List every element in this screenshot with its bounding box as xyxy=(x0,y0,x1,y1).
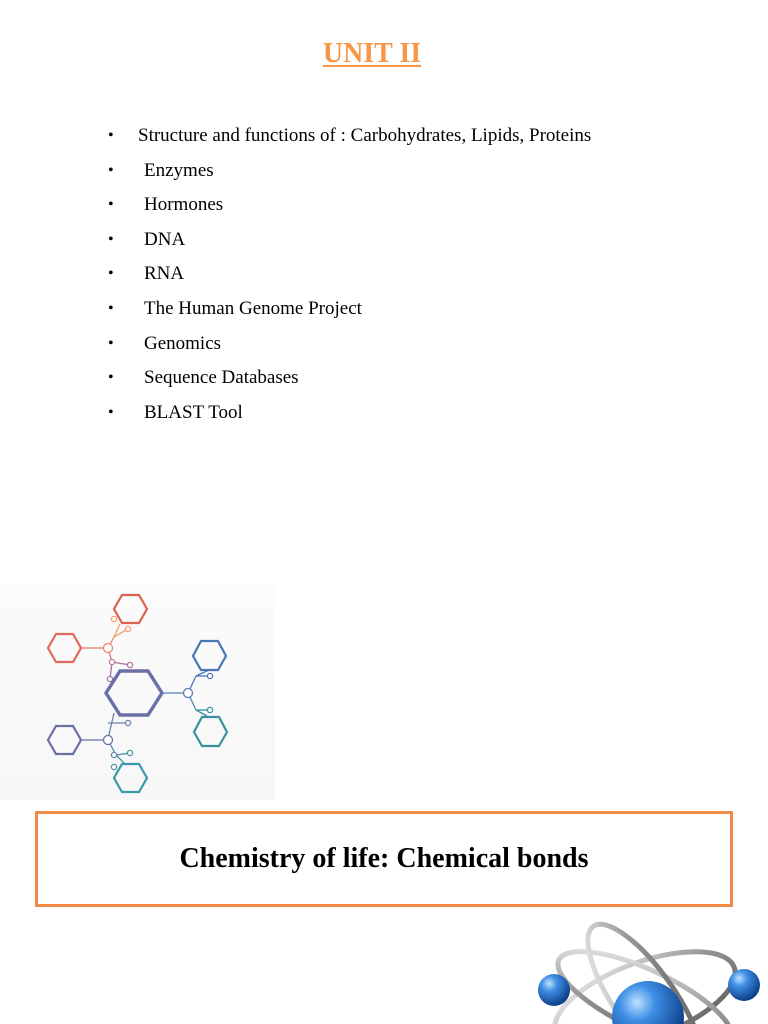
list-item xyxy=(104,292,591,327)
banner-title: Chemistry of life: Chemical bonds xyxy=(179,843,589,874)
list-item-label: Genomics xyxy=(144,332,222,354)
atom-icon xyxy=(520,905,768,1024)
list-item xyxy=(104,327,591,362)
bullet-icon: • xyxy=(108,265,114,283)
list-item xyxy=(104,119,591,154)
banner xyxy=(35,811,733,907)
molecule-icon xyxy=(0,585,275,800)
page-title: UNIT II xyxy=(322,38,422,69)
list-item xyxy=(104,188,591,223)
list-item xyxy=(104,223,591,258)
bullet-icon: • xyxy=(108,334,114,352)
list-item xyxy=(104,154,591,189)
list-item-label: DNA xyxy=(144,228,186,250)
list-item-label: Hormones xyxy=(144,194,224,216)
list-item-label: Sequence Databases xyxy=(144,367,299,389)
bullet-icon: • xyxy=(108,299,114,317)
bullet-icon: • xyxy=(108,403,114,421)
list-item xyxy=(104,361,591,396)
list-item-label: RNA xyxy=(144,263,185,285)
list-item xyxy=(104,257,591,292)
list-item-label: The Human Genome Project xyxy=(144,297,362,319)
bullet-icon: • xyxy=(108,161,114,179)
bullet-icon: • xyxy=(108,196,114,214)
molecule-illustration xyxy=(0,585,275,800)
list-item-label: Structure and functions of : Carbohydrates, Lipids, Proteins xyxy=(138,125,592,146)
bullet-icon: • xyxy=(108,230,114,248)
list-item xyxy=(104,396,591,431)
list-item-label: Enzymes xyxy=(144,159,214,181)
bullet-icon: • xyxy=(108,127,114,144)
topic-list xyxy=(104,119,591,430)
bullet-icon: • xyxy=(108,369,114,387)
list-item-label: BLAST Tool xyxy=(144,401,243,423)
atom-illustration xyxy=(520,905,768,1024)
